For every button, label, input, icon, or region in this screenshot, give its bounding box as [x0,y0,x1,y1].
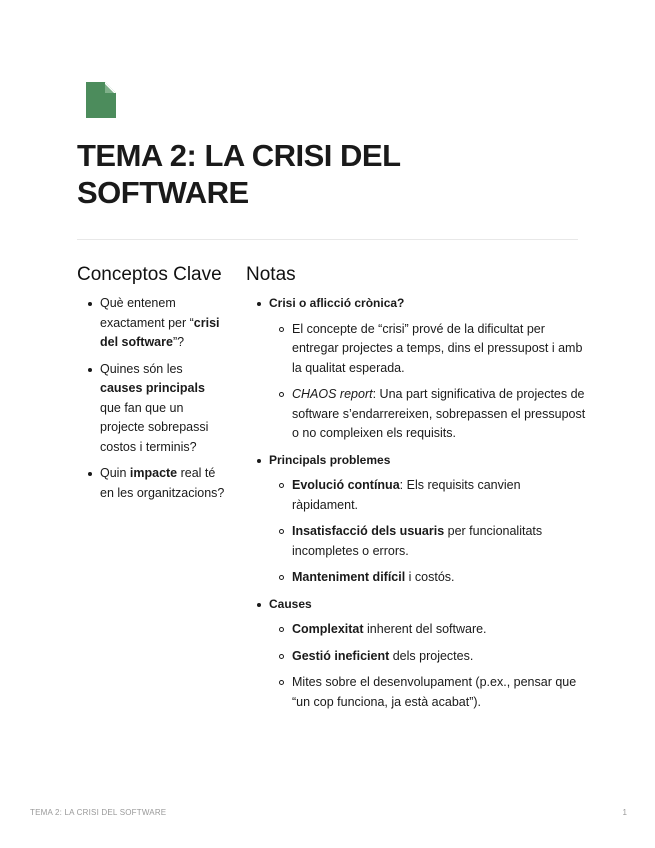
note-text: El concepte de “crisi” prové de la dificultat per entregar projectes a temps, dins el pressupost i amb la qualitat esperada. [292,321,583,375]
document-icon [86,82,116,118]
question-text: Quines són les [100,361,183,376]
section-heading: Principals problemes [269,452,391,467]
note-text: inherent del software. [363,622,487,636]
notes-section [246,595,586,713]
note-item [269,476,586,515]
note-item [269,568,586,588]
note-text: per funcionalitats incompletes o errors. [292,524,543,558]
footer-title: TEMA 2: LA CRISI DEL SOFTWARE [30,808,167,817]
page-number: 1 [622,808,627,817]
note-text: : Una part significativa de projectes de software s’endarrereixen, sobrepassen el pressupost o no compleixen els requisits. [292,387,586,440]
note-emphasis: Evolució contínua [292,478,400,492]
note-item [269,673,586,712]
question-list [77,294,227,503]
note-item [269,320,586,379]
notes-list [246,294,586,712]
note-item [269,385,586,444]
note-text: : Els requisits canvien ràpidament. [292,478,521,512]
question-text: Què entenem exactament per “ [100,296,194,330]
section-heading: Causes [269,596,312,611]
key-concepts-column [77,264,227,510]
question-text: ”? [172,335,185,349]
key-concepts-heading: Conceptos Clave [77,264,222,285]
question-text: que fan que un projecte sobrepassi costos i terminis? [100,400,209,454]
question-text: Quin [100,466,130,480]
divider [77,239,578,240]
notes-section [246,294,586,444]
section-heading: Crisi o aflicció crònica? [269,296,405,310]
question-emphasis: causes principals [100,381,205,395]
question-emphasis: impacte [129,466,178,480]
note-text: i costós. [405,570,455,584]
sub-list [269,320,586,444]
notes-column [246,264,586,719]
note-emphasis: Complexitat [292,622,364,636]
page-title: TEMA 2: LA CRISI DEL SOFTWARE [77,138,400,210]
note-item [269,647,586,667]
note-emphasis: Manteniment difícil [292,570,406,584]
notes-section [246,451,586,588]
note-italic: CHAOS report [292,387,373,401]
question-text: real té en les organitzacions? [100,466,225,500]
note-text: Mites sobre el desenvolupament (p.ex., pensar que “un cop funciona, ja està acabat”). [292,675,577,709]
sub-list [269,620,586,712]
note-emphasis: Insatisfacció dels usuaris [292,524,445,538]
notes-heading: Notas [246,264,296,285]
note-item [269,522,586,561]
note-item [269,620,586,640]
question-item [77,294,227,353]
question-item [77,464,227,503]
note-text: dels projectes. [389,648,474,663]
sub-list [269,476,586,588]
question-item [77,360,227,458]
note-emphasis: Gestió ineficient [292,648,390,663]
question-emphasis: crisi del software [100,315,220,349]
